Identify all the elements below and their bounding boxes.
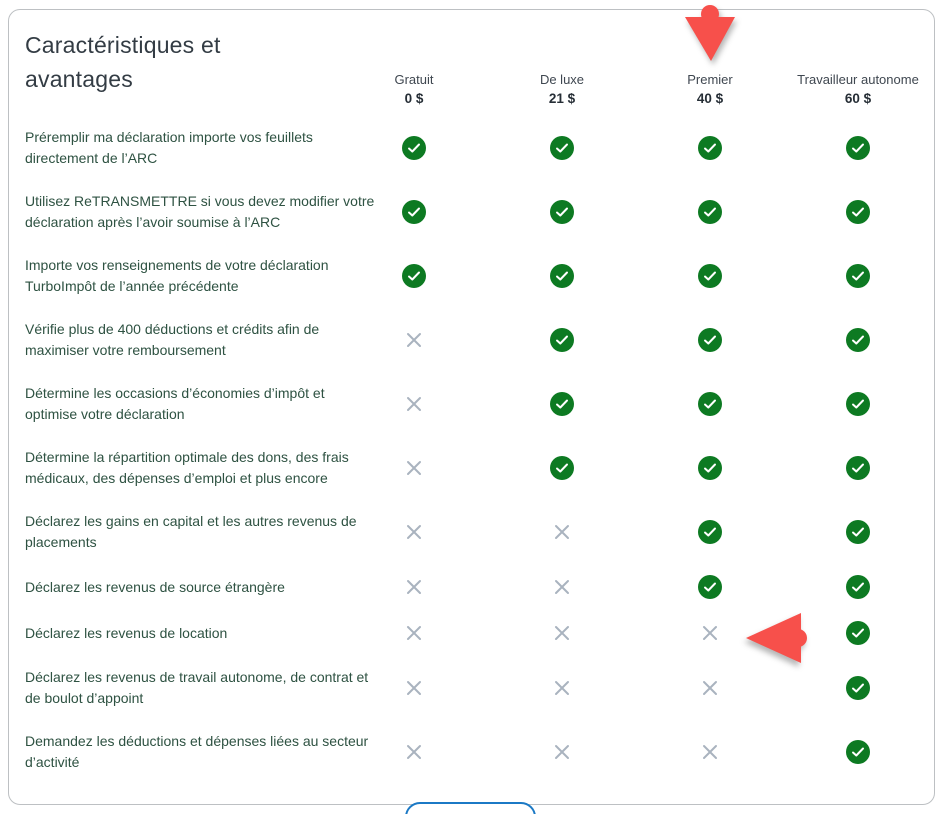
availability-cell (340, 264, 488, 288)
availability-cell (636, 520, 784, 544)
availability-cell (488, 575, 636, 599)
plan-header-de-luxe (488, 72, 636, 108)
check-circle-icon (550, 200, 574, 224)
availability-cell (784, 264, 932, 288)
section-title (25, 28, 340, 96)
check-circle-icon (846, 520, 870, 544)
availability-cell (488, 456, 636, 480)
check-circle-icon (698, 136, 722, 160)
check-circle-icon (550, 328, 574, 352)
availability-cell (488, 136, 636, 160)
feature-label: Détermine les occasions d’économies d’impôt et optimise votre déclaration (25, 385, 325, 422)
feature-row (25, 500, 934, 564)
availability-cell (636, 676, 784, 700)
check-circle-icon (698, 575, 722, 599)
x-icon (404, 623, 424, 643)
feature-row (25, 564, 934, 610)
x-icon (404, 330, 424, 350)
feature-label: Déclarez les revenus de travail autonome, de contrat et de boulot d’appoint (25, 669, 369, 706)
red-arrow-left-annotation (744, 609, 808, 667)
availability-cell (784, 328, 932, 352)
availability-cell (488, 392, 636, 416)
table-header (25, 28, 934, 108)
availability-cell (636, 456, 784, 480)
x-icon (404, 458, 424, 478)
feature-label: Déclarez les revenus de location (25, 624, 228, 641)
check-circle-icon (846, 200, 870, 224)
x-icon (552, 742, 572, 762)
availability-cell (340, 621, 488, 645)
check-circle-icon (550, 456, 574, 480)
availability-cell (340, 575, 488, 599)
availability-cell (340, 676, 488, 700)
availability-cell (636, 392, 784, 416)
check-circle-icon (846, 456, 870, 480)
check-circle-icon (698, 200, 722, 224)
feature-label: Détermine la répartition optimale des dons, des frais médicaux, des dépenses d’emploi et plus encore (25, 449, 349, 486)
x-icon (552, 522, 572, 542)
feature-rows (25, 116, 934, 784)
availability-cell (488, 328, 636, 352)
feature-row (25, 308, 934, 372)
availability-cell (784, 136, 932, 160)
x-icon (552, 623, 572, 643)
feature-label: Importe vos renseignements de votre déclaration TurboImpôt de l’année précédente (25, 257, 329, 294)
plan-header-gratuit (340, 72, 488, 108)
feature-label: Demandez les déductions et dépenses liées au secteur d’activité (25, 733, 369, 770)
plan-price: 40 $ (696, 91, 724, 106)
availability-cell (784, 520, 932, 544)
availability-cell (636, 200, 784, 224)
section-title-line1: Caractéristiques et (25, 32, 221, 58)
feature-row (25, 180, 934, 244)
section-title-line2: avantages (25, 66, 133, 92)
check-circle-icon (846, 575, 870, 599)
check-circle-icon (846, 328, 870, 352)
plan-price: 21 $ (548, 91, 576, 106)
availability-cell (784, 575, 932, 599)
x-icon (404, 577, 424, 597)
availability-cell (340, 392, 488, 416)
availability-cell (636, 264, 784, 288)
check-circle-icon (550, 392, 574, 416)
availability-cell (488, 621, 636, 645)
availability-cell (488, 264, 636, 288)
availability-cell (488, 520, 636, 544)
availability-cell (784, 392, 932, 416)
check-circle-icon (846, 136, 870, 160)
x-icon (404, 742, 424, 762)
plan-name: De luxe (539, 72, 585, 87)
x-icon (700, 623, 720, 643)
check-circle-icon (550, 136, 574, 160)
check-circle-icon (846, 392, 870, 416)
check-circle-icon (698, 392, 722, 416)
availability-cell (784, 456, 932, 480)
availability-cell (340, 328, 488, 352)
feature-row (25, 116, 934, 180)
plan-price: 60 $ (844, 91, 872, 106)
cta-button[interactable] (405, 802, 536, 814)
feature-label: Déclarez les gains en capital et les autres revenus de placements (25, 513, 357, 550)
feature-row (25, 244, 934, 308)
features-card (8, 9, 935, 805)
feature-label: Vérifie plus de 400 déductions et crédits afin de maximiser votre remboursement (25, 321, 320, 358)
check-circle-icon (846, 740, 870, 764)
availability-cell (340, 456, 488, 480)
availability-cell (784, 676, 932, 700)
check-circle-icon (402, 200, 426, 224)
feature-label: Utilisez ReTRANSMETTRE si vous devez modifier votre déclaration après l’avoir soumise à l’ARC (25, 193, 375, 230)
availability-cell (488, 740, 636, 764)
feature-label: Déclarez les revenus de source étrangère (25, 578, 285, 595)
check-circle-icon (698, 520, 722, 544)
plan-name: Gratuit (394, 72, 434, 87)
x-icon (552, 577, 572, 597)
plan-name: Premier (687, 72, 733, 87)
availability-cell (784, 740, 932, 764)
plan-header-travailleur-autonome (784, 72, 932, 108)
availability-cell (636, 740, 784, 764)
check-circle-icon (846, 264, 870, 288)
plan-price: 0 $ (404, 91, 424, 106)
availability-cell (488, 200, 636, 224)
x-icon (404, 394, 424, 414)
feature-label: Préremplir ma déclaration importe vos feuillets directement de l’ARC (25, 129, 313, 166)
availability-cell (636, 328, 784, 352)
check-circle-icon (698, 264, 722, 288)
check-circle-icon (698, 328, 722, 352)
plan-name: Travailleur autonome (797, 72, 919, 87)
check-circle-icon (698, 456, 722, 480)
plan-header-premier (636, 72, 784, 108)
x-icon (552, 678, 572, 698)
x-icon (700, 678, 720, 698)
x-icon (700, 742, 720, 762)
feature-row (25, 372, 934, 436)
check-circle-icon (846, 676, 870, 700)
check-circle-icon (550, 264, 574, 288)
availability-cell (636, 136, 784, 160)
red-arrow-down-annotation (683, 4, 737, 64)
feature-row (25, 720, 934, 784)
x-icon (404, 678, 424, 698)
availability-cell (340, 520, 488, 544)
feature-row (25, 436, 934, 500)
availability-cell (784, 200, 932, 224)
availability-cell (636, 575, 784, 599)
availability-cell (340, 200, 488, 224)
check-circle-icon (402, 136, 426, 160)
availability-cell (488, 676, 636, 700)
x-icon (404, 522, 424, 542)
check-circle-icon (846, 621, 870, 645)
availability-cell (340, 136, 488, 160)
check-circle-icon (402, 264, 426, 288)
availability-cell (340, 740, 488, 764)
